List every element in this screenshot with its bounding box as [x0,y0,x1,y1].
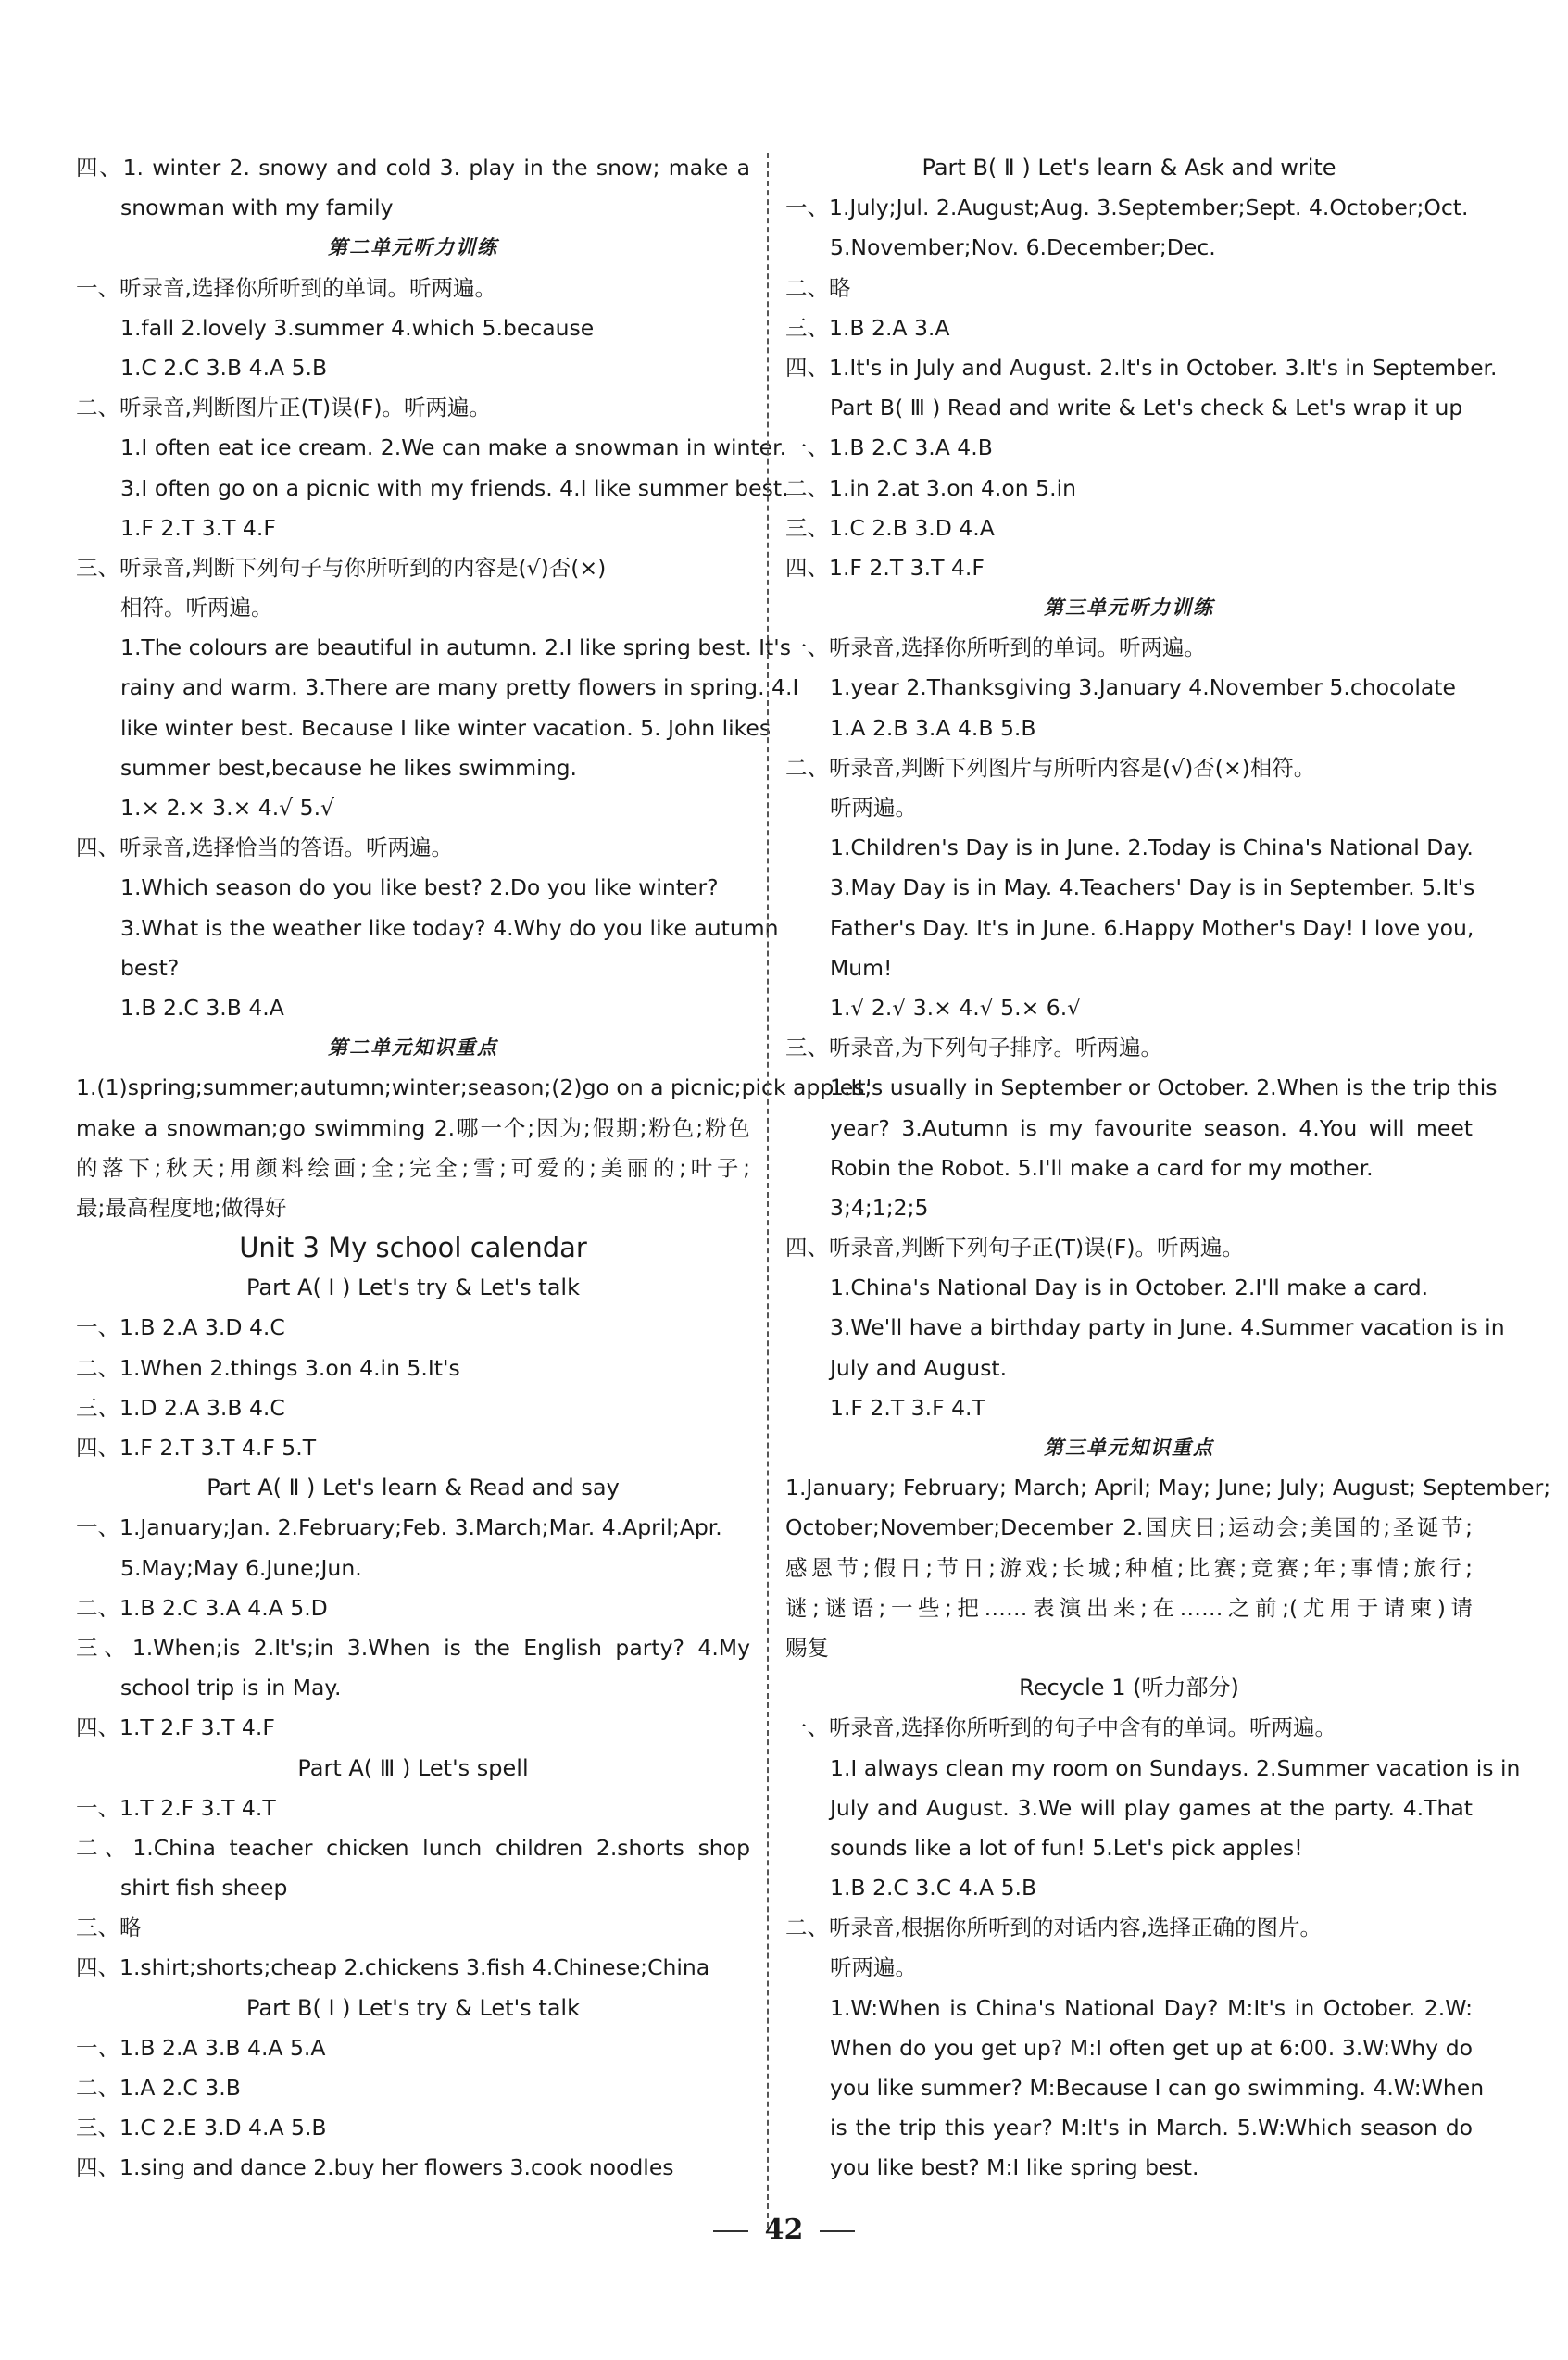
text-line: 1.January; February; March; April; May; June; July; August; September; [785,1475,1551,1501]
footer-dash-right [820,2230,855,2232]
text-line: 赐复 [785,1634,829,1661]
text-line: 一、1.January;Jan. 2.February;Feb. 3.March;Mar. 4.April;Apr. [76,1514,722,1541]
text-line: 第二单元听力训练 [328,236,498,259]
text-line: Part A( Ⅱ ) Let's learn & Read and say [207,1475,620,1501]
text-line: 一、1.July;Jul. 2.August;Aug. 3.September;Sept. 4.October;Oct. [785,195,1469,221]
text-line: 三、1.C 2.E 3.D 4.A 5.B [76,2115,327,2141]
text-line: 3.We'll have a birthday party in June. 4.Summer vacation is in [830,1314,1505,1341]
text-line: 3.I often go on a picnic with my friends. 4.I like summer best. [120,474,789,501]
text-line: 三、1.B 2.A 3.A [785,314,950,341]
text-line: 一、1.B 2.A 3.B 4.A 5.A [76,2034,326,2061]
text-line: like winter best. Because I like winter vacation. 5. John likes [120,714,771,741]
text-line: 听两遍。 [830,795,917,821]
text-line: 3.What is the weather like today? 4.Why do you like autumn [120,914,779,941]
text-line: best? [120,954,180,981]
text-line: 三、1.When;is 2.It's;in 3.When is the English party? 4.My [76,1634,750,1661]
text-line: 第三单元知识重点 [1044,1437,1214,1459]
text-line: make a snowman;go swimming 2.哪一个;因为;假期;粉色;粉色 [76,1114,750,1141]
text-line: 二、1.in 2.at 3.on 4.on 5.in [785,474,1076,501]
text-line: 四、1.It's in July and August. 2.It's in October. 3.It's in September. [785,354,1498,381]
text-line: 1.× 2.× 3.× 4.√ 5.√ [120,795,335,821]
text-line: 3;4;1;2;5 [830,1194,929,1221]
text-line: 三、1.D 2.A 3.B 4.C [76,1394,285,1421]
text-line: 1.C 2.C 3.B 4.A 5.B [120,354,328,381]
text-line: 二、听录音,判断图片正(T)误(F)。听两遍。 [76,395,492,421]
text-line: 四、1.F 2.T 3.T 4.F 5.T [76,1435,317,1461]
text-line: 三、听录音,为下列句子排序。听两遍。 [785,1035,1162,1061]
text-line: 1.I often eat ice cream. 2.We can make a snowman in winter. [120,434,787,461]
text-line: 感恩节;假日;节日;游戏;长城;种植;比赛;竞赛;年;事情;旅行; [785,1554,1473,1581]
footer-dash-left [713,2230,748,2232]
text-line: is the trip this year? M:It's in March. 5.W:Which season do [830,2115,1473,2141]
text-line: 1.(1)spring;summer;autumn;winter;season;(2)go on a picnic;pick apples; [76,1074,872,1101]
text-line: Part B( Ⅲ ) Read and write & Let's check & Let's wrap it up [830,395,1463,421]
text-line: 三、1.C 2.B 3.D 4.A [785,514,995,541]
text-line: Part B( Ⅱ ) Let's learn & Ask and write [922,155,1336,181]
text-line: 的落下;秋天;用颜料绘画;全;完全;雪;可爱的;美丽的;叶子; [76,1154,750,1181]
text-line: 1.Which season do you like best? 2.Do you like winter? [120,874,719,901]
text-line: 5.May;May 6.June;Jun. [120,1554,362,1581]
text-line: 1.It's usually in September or October. 2.When is the trip this [830,1074,1498,1101]
text-line: rainy and warm. 3.There are many pretty flowers in spring. 4.I [120,674,799,701]
text-line: 1.B 2.C 3.C 4.A 5.B [830,1875,1037,1902]
text-line: Part B( Ⅰ ) Let's try & Let's talk [245,1994,580,2021]
text-line: 二、1.B 2.C 3.A 4.A 5.D [76,1594,328,1621]
text-line: 相符。听两遍。 [120,595,273,621]
text-line: 二、1.When 2.things 3.on 4.in 5.It's [76,1354,460,1381]
text-line: shirt fish sheep [120,1875,288,1902]
text-line: Father's Day. It's in June. 6.Happy Mother's Day! I love you, [830,914,1474,941]
text-line: 四、1.T 2.F 3.T 4.F [76,1714,275,1741]
text-line: 第三单元听力训练 [1044,596,1214,620]
text-line: 谜;谜语;一些;把……表演出来;在……之前;(尤用于请柬)请 [785,1594,1473,1621]
text-line: Unit 3 My school calendar [239,1232,587,1264]
text-line: 一、1.B 2.C 3.A 4.B [785,434,993,461]
text-line: 第二单元知识重点 [328,1036,498,1060]
text-line: 5.November;Nov. 6.December;Dec. [830,234,1216,261]
text-line: July and August. [830,1354,1008,1381]
text-line: 1.F 2.T 3.T 4.F [120,514,276,541]
text-line: 1.fall 2.lovely 3.summer 4.which 5.because [120,314,595,341]
text-line: 二、听录音,判断下列图片与所听内容是(√)否(×)相符。 [785,754,1316,781]
text-line: 1.√ 2.√ 3.× 4.√ 5.× 6.√ [830,994,1082,1021]
text-line: 四、1. winter 2. snowy and cold 3. play in the snow; make a [76,155,750,181]
text-line: 一、听录音,选择你所听到的单词。听两遍。 [785,634,1206,661]
text-line: 二、1.China teacher chicken lunch children 2.shorts shop [76,1834,750,1861]
text-line: 一、1.B 2.A 3.D 4.C [76,1314,285,1341]
text-line: 四、听录音,选择恰当的答语。听两遍。 [76,835,453,861]
text-line: 二、听录音,根据你所听到的对话内容,选择正确的图片。 [785,1914,1322,1941]
text-line: 二、1.A 2.C 3.B [76,2075,241,2101]
text-line: you like best? M:I like spring best. [830,2154,1199,2181]
text-line: Mum! [830,954,893,981]
text-line: July and August. 3.We will play games at the party. 4.That [830,1794,1473,1821]
text-line: 三、听录音,判断下列句子与你所听到的内容是(√)否(×) [76,554,607,581]
text-line: school trip is in May. [120,1675,342,1701]
text-line: 1.W:When is China's National Day? M:It's in October. 2.W: [830,1994,1473,2021]
text-line: summer best,because he likes swimming. [120,754,577,781]
right-column [785,148,1551,2189]
text-line: year? 3.Autumn is my favourite season. 4.You will meet [830,1114,1473,1141]
text-line: October;November;December 2.国庆日;运动会;美国的;圣诞节; [785,1514,1473,1541]
text-line: 1.A 2.B 3.A 4.B 5.B [830,714,1036,741]
text-line: 1.I always clean my room on Sundays. 2.Summer vacation is in [830,1754,1521,1781]
text-line: 最;最高程度地;做得好 [76,1194,287,1221]
text-line: 一、听录音,选择你所听到的单词。听两遍。 [76,274,496,301]
text-line: sounds like a lot of fun! 5.Let's pick apples! [830,1834,1303,1861]
page-footer [0,2214,1568,2246]
text-line: you like summer? M:Because I can go swimming. 4.W:When [830,2075,1485,2101]
text-line: 一、1.T 2.F 3.T 4.T [76,1794,276,1821]
text-line: 二、略 [785,274,851,301]
text-line: 四、1.F 2.T 3.T 4.F [785,554,985,581]
text-line: Recycle 1 (听力部分) [1019,1675,1239,1701]
text-line: Robin the Robot. 5.I'll make a card for my mother. [830,1154,1374,1181]
text-line: 3.May Day is in May. 4.Teachers' Day is in September. 5.It's [830,874,1475,901]
text-line: 四、听录音,判断下列句子正(T)误(F)。听两遍。 [785,1235,1245,1262]
text-line: Part A( Ⅲ ) Let's spell [297,1754,529,1781]
text-line: 1.F 2.T 3.F 4.T [830,1394,985,1421]
text-line: 三、略 [76,1914,142,1941]
text-line: When do you get up? M:I often get up at 6:00. 3.W:Why do [830,2034,1473,2061]
text-line: Part A( Ⅰ ) Let's try & Let's talk [246,1274,580,1301]
text-line: 1.The colours are beautiful in autumn. 2.I like spring best. It's [120,634,791,661]
page-number: 42 [764,2214,804,2246]
text-line: 四、1.sing and dance 2.buy her flowers 3.cook noodles [76,2154,674,2181]
text-line: 四、1.shirt;shorts;cheap 2.chickens 3.fish 4.Chinese;China [76,1954,710,1981]
text-line: 听两遍。 [830,1954,917,1981]
text-line: 1.B 2.C 3.B 4.A [120,994,284,1021]
text-line: 1.Children's Day is in June. 2.Today is China's National Day. [830,835,1474,861]
text-line: snowman with my family [120,195,394,221]
text-line: 一、听录音,选择你所听到的句子中含有的单词。听两遍。 [785,1714,1336,1741]
text-line: 1.China's National Day is in October. 2.I'll make a card. [830,1274,1429,1301]
column-divider [767,153,769,2228]
text-line: 1.year 2.Thanksgiving 3.January 4.November 5.chocolate [830,674,1456,701]
